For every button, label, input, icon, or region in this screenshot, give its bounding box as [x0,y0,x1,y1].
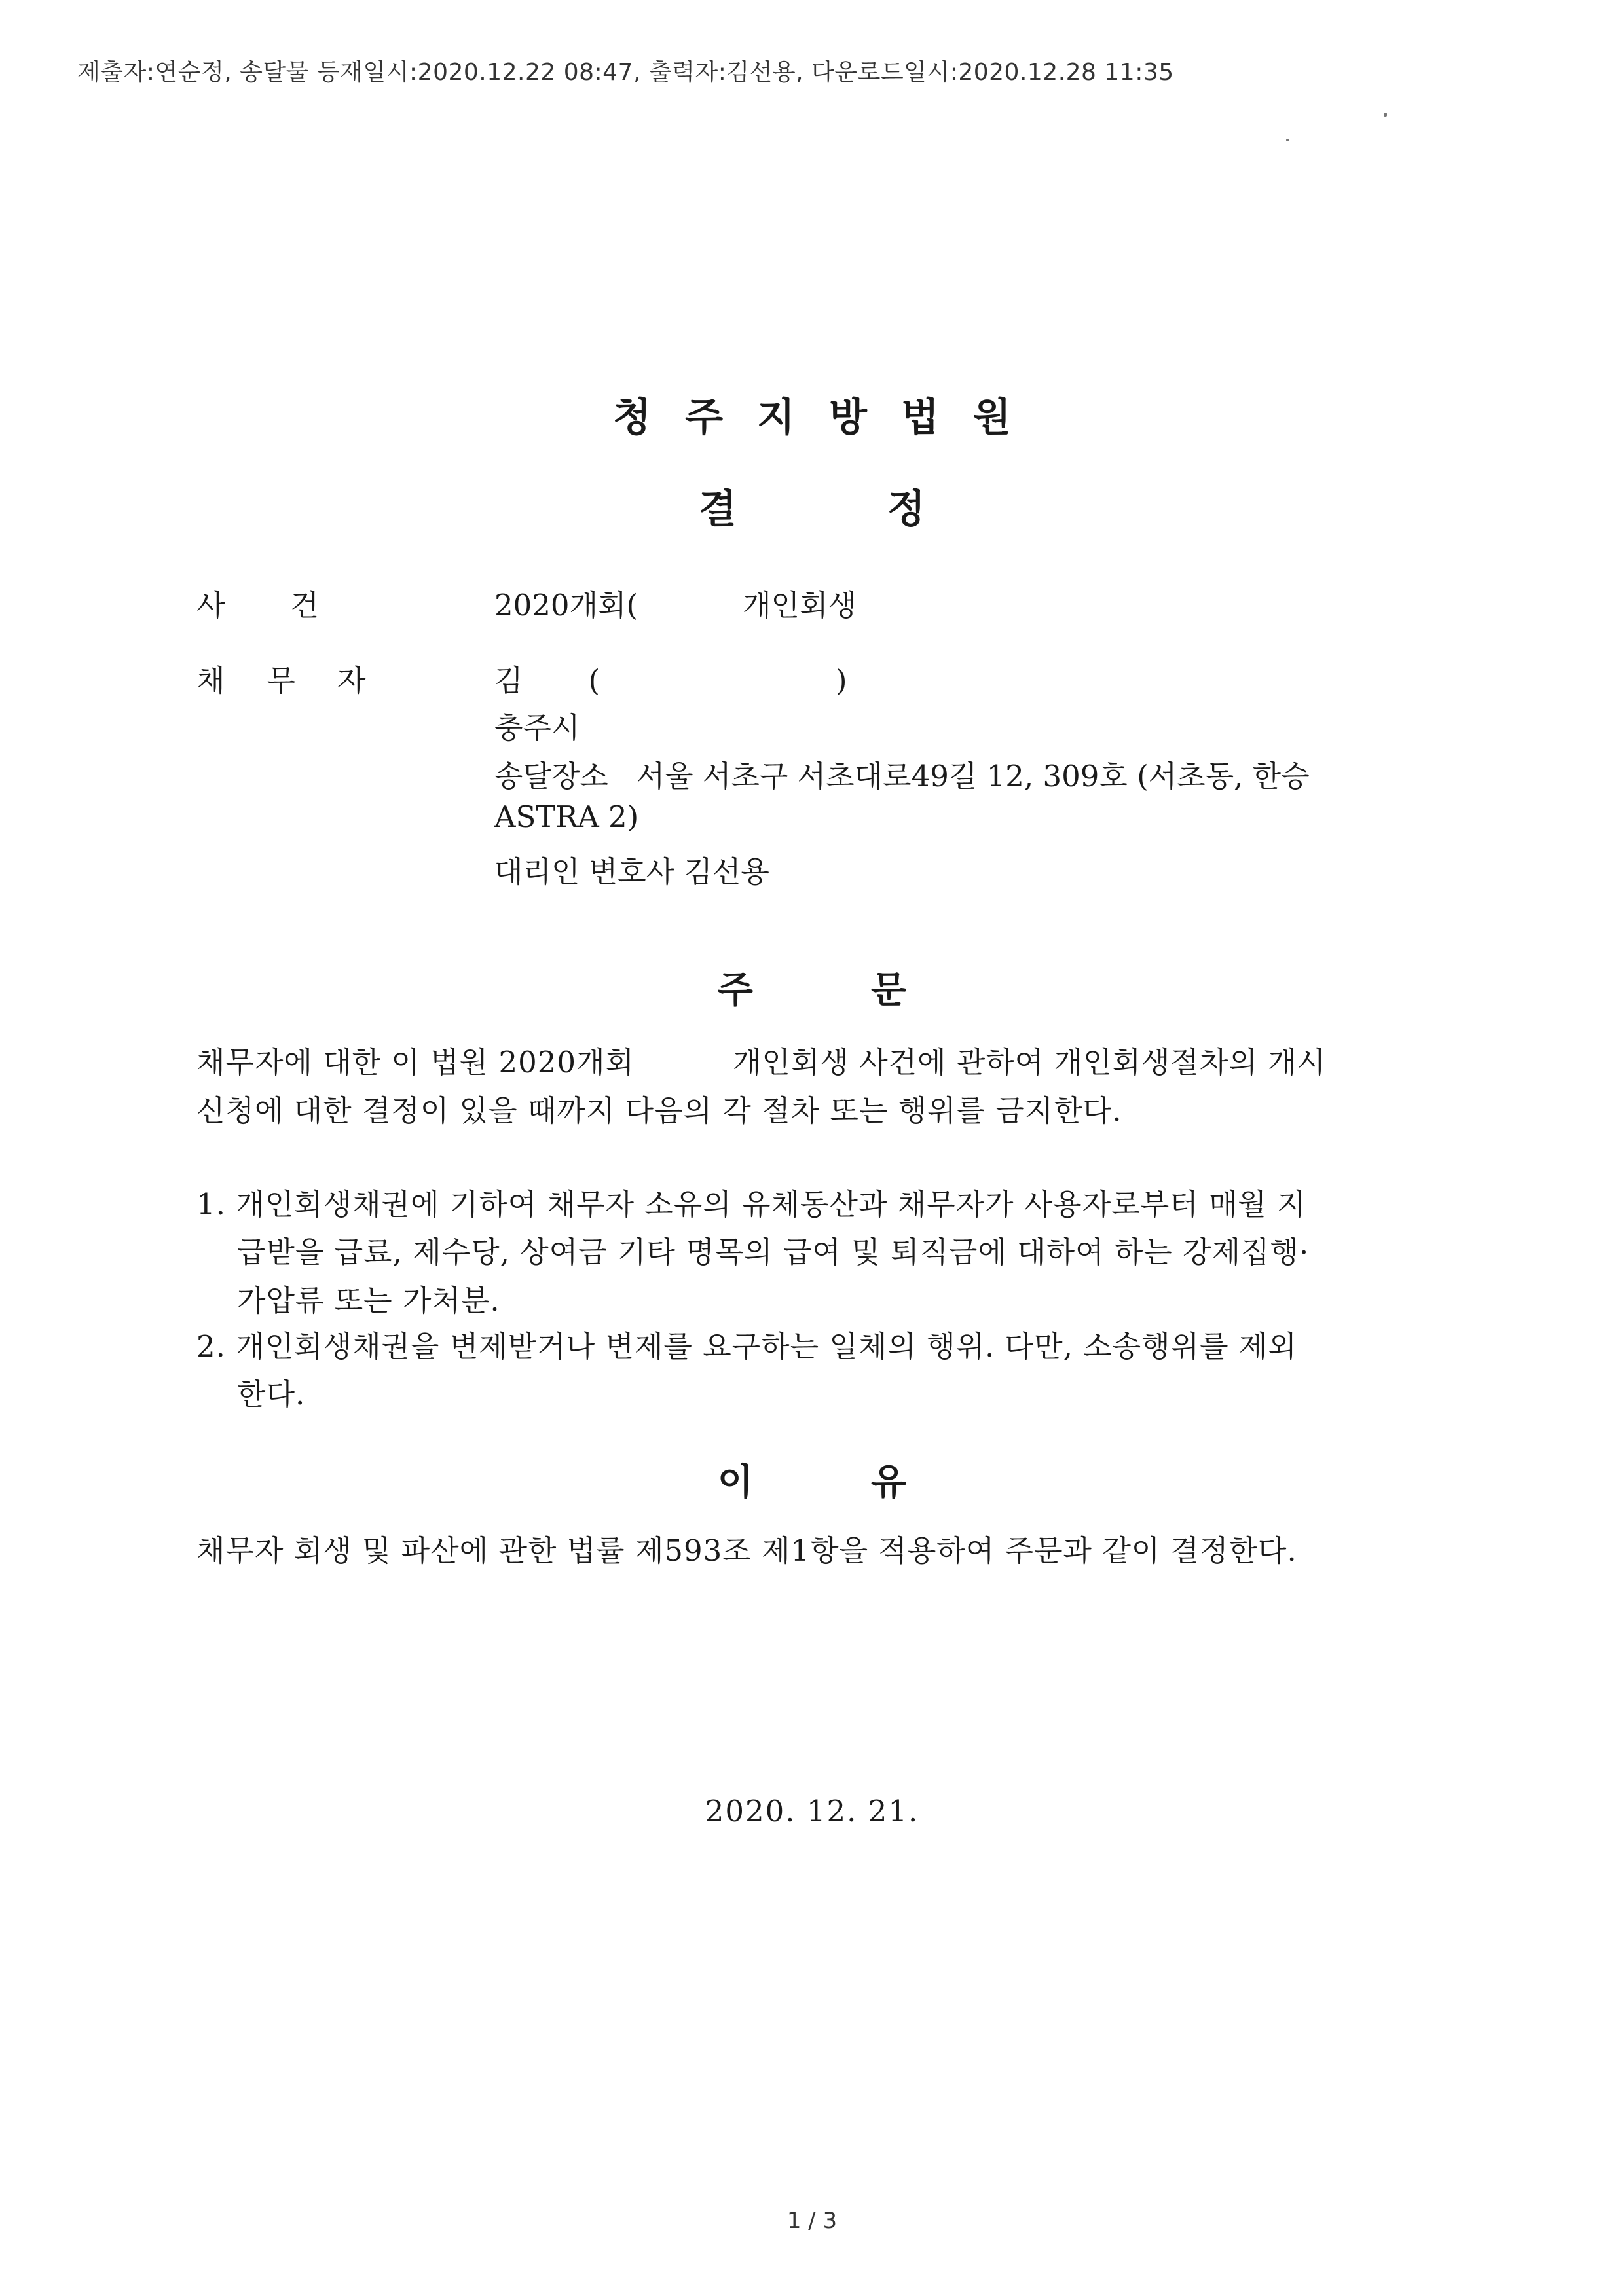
order-text-line2: 신청에 대한 결정이 있을 때까지 다음의 각 절차 또는 행위를 금지한다. [196,1093,1122,1128]
download-stamp: 제출자:연순정, 송달물 등재일시:2020.12.22 08:47, 출력자:김선용, 다운로드일시:2020.12.28 11:35 [77,59,1174,86]
case-label: 사건 [196,588,384,623]
debtor-address: 충주시 [494,710,580,745]
document-title: 결정 [699,486,1076,532]
order-item-2-line2: 한다. [237,1377,306,1412]
debtor-name: 김 ( ) [494,663,847,698]
decision-date: 2020. 12. 21. [705,1794,919,1829]
order-item-1-line1: 1. 개인회생채권에 기하여 채무자 소유의 유체동산과 채무자가 사용자로부터 매월 지 [196,1187,1306,1222]
reason-text: 채무자 회생 및 파산에 관한 법률 제593조 제1항을 적용하여 주문과 같이 결정한다. [196,1533,1297,1568]
order-item-1-line3: 가압류 또는 가처분. [237,1283,500,1318]
debtor-agent: 대리인 변호사 김선용 [494,854,769,889]
case-type: 개인회생 [743,588,857,623]
debtor-label: 채무자 [196,663,408,698]
reason-heading: 이유 [717,1461,1025,1504]
order-item-2-line1: 2. 개인회생채권을 변제받거나 변제를 요구하는 일체의 행위. 다만, 소송행위를 제외 [196,1329,1297,1364]
order-text-line1: 채무자에 대한 이 법원 2020개회 개인회생 사건에 관하여 개인회생절차의 개시 [196,1045,1327,1080]
service-address-line2: ASTRA 2) [494,799,639,834]
page-number: 1 / 3 [786,2208,838,2234]
court-name: 청주지방법원 [613,395,1045,441]
scan-speck [1286,139,1289,141]
case-number: 2020개회( [494,588,638,623]
scan-speck [1384,113,1387,117]
order-heading: 주문 [717,969,1025,1011]
service-address-line1: 송달장소 서울 서초구 서초대로49길 12, 309호 (서초동, 한승 [494,759,1310,793]
order-item-1-line2: 급받을 급료, 제수당, 상여금 기타 명목의 급여 및 퇴직금에 대하여 하는 강제집행· [237,1235,1310,1269]
case-value [494,581,857,624]
